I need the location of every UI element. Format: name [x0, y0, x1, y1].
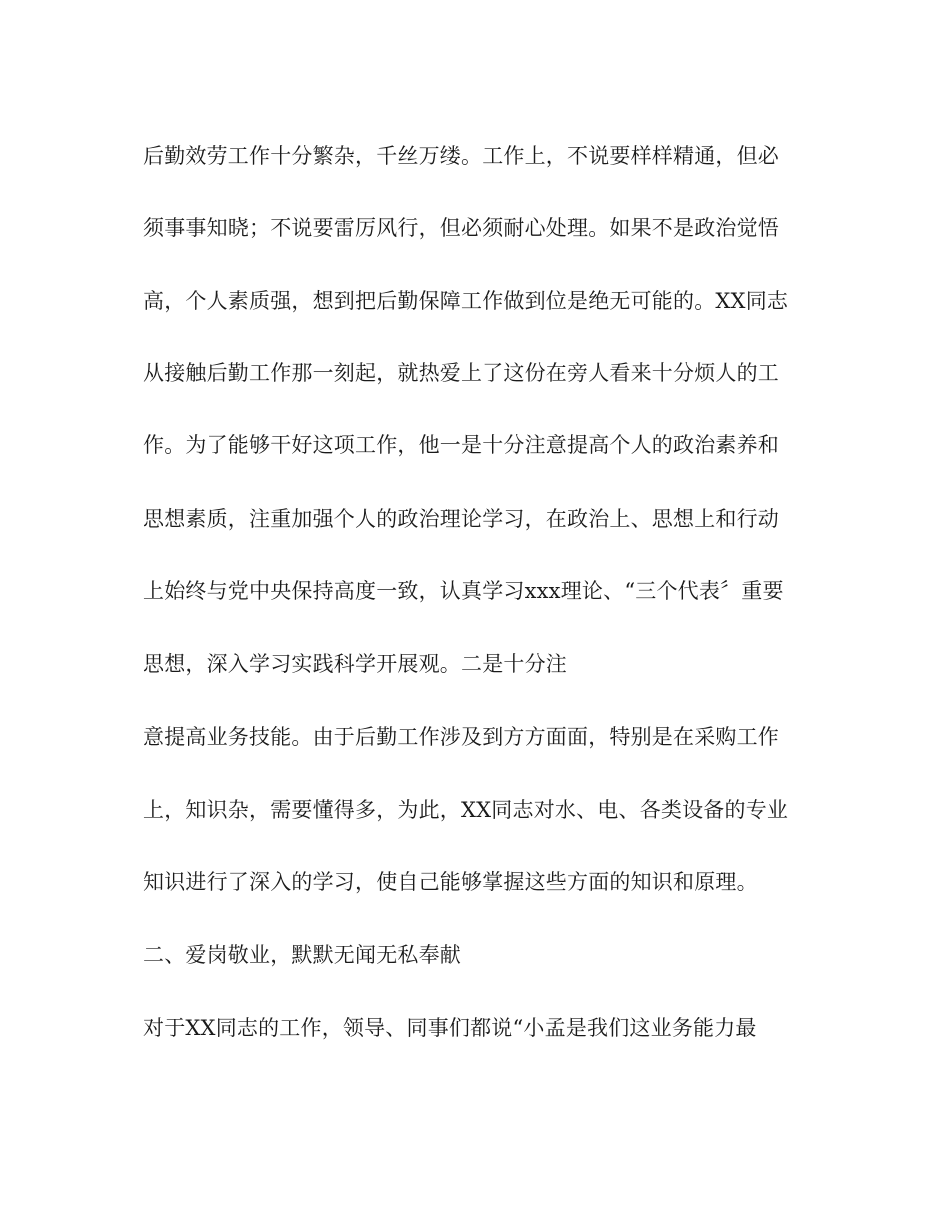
- paragraph-line: 思想素质，注重加强个人的政治理论学习，在政治上、思想上和行动: [143, 507, 779, 531]
- paragraph-line: 对于XX同志的工作，领导、同事们都说“小孟是我们这业务能力最: [143, 1016, 757, 1040]
- paragraph-line: 须事事知晓；不说要雷厉风行，但必须耐心处理。如果不是政治觉悟: [143, 216, 779, 240]
- paragraph-line: 作。为了能够干好这项工作，他一是十分注意提高个人的政治素养和: [143, 433, 779, 457]
- paragraph-line: 高，个人素质强，想到把后勤保障工作做到位是绝无可能的。XX同志: [143, 289, 789, 313]
- paragraph-line: 上，知识杂，需要懂得多，为此，XX同志对水、电、各类设备的专业: [143, 798, 789, 822]
- paragraph-line: 上始终与党中央保持高度一致，认真学习xxx理论、“三个代表〞重要: [143, 579, 784, 603]
- section-heading: 二、爱岗敬业，默默无闻无私奉献: [143, 943, 461, 967]
- paragraph-line: 后勤效劳工作十分繁杂，千丝万缕。工作上，不说要样样精通，但必: [143, 144, 779, 168]
- paragraph-line: 意提高业务技能。由于后勤工作涉及到方方面面，特别是在采购工作: [143, 725, 779, 749]
- paragraph-line: 从接触后勤工作那一刻起，就热爱上了这份在旁人看来十分烦人的工: [143, 361, 779, 385]
- paragraph-line: 思想，深入学习实践科学开展观。二是十分注: [143, 652, 567, 676]
- paragraph-line: 知识进行了深入的学习，使自己能够掌握这些方面的知识和原理。: [143, 870, 758, 894]
